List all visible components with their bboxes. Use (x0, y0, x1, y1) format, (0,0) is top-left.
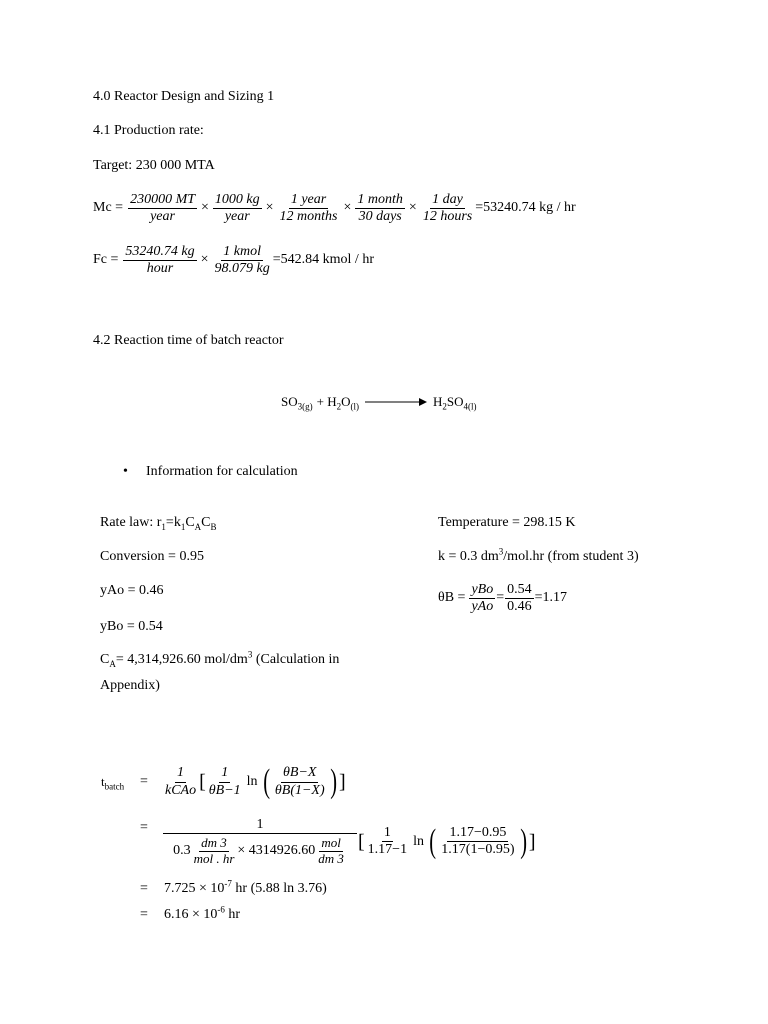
fc-result: =542.84 kmol / hr (272, 252, 374, 268)
l2-frac-3: $\frac{1.17-0.95}{1.17(1-0.95)}$ (441, 825, 515, 858)
l2-frac-1: 1 0.3 $\frac{dm 3}{\text{mol . hr}}$ × 4314926.60 $\frac{\text{mol}}{dm 3}$ (163, 817, 357, 867)
l2-frac-2: $\frac{1}{1.17-1}$ (367, 825, 408, 858)
mc-frac-4-num: 1 month (355, 192, 405, 209)
mc-frac-2-den: year (224, 209, 250, 225)
mc-frac-2-num: 1000 kg (213, 192, 262, 209)
times-symbol: × (408, 200, 417, 216)
mc-frac-1-num: 230000 MT (128, 192, 197, 209)
eq-sign-2: = (140, 820, 148, 835)
mc-frac-3 (278, 192, 340, 225)
fc-lhs: Fc = (93, 252, 119, 268)
section-title: 4.0 Reactor Design and Sizing 1 (93, 89, 275, 104)
fc-frac-1-den: hour (146, 261, 174, 277)
tbatch-line-4: $6.16 \times 10^{-6}$ hr (164, 904, 241, 922)
mc-equation (93, 192, 576, 225)
reactant-so3: $SO_{3(g)}$ (281, 394, 313, 412)
rate-law: Rate law: $r_1=k_1C_AC_B$ (100, 515, 217, 532)
bullet-icon: • (123, 464, 128, 479)
l1-frac-3: $\frac{\theta B-X}{\theta B(1-X)}$ (274, 765, 325, 798)
times-symbol: × (265, 200, 274, 216)
tbatch-line-3: $7.725 \times 10^{-7}$ hr (5.88 ln 3.76) (164, 878, 327, 896)
mc-frac-5-num: 1 day (430, 192, 465, 209)
mc-frac-3-num: 1 year (289, 192, 328, 209)
l1-frac-2: $\frac{1}{\theta B-1}$ (208, 765, 241, 798)
theta-b-equation: θB = $\frac{\text{yBo}}{\text{yAo}}$ = $\frac{0.54}{0.46}$ =1.17 (438, 582, 568, 615)
bullet-heading: Information for calculation (146, 464, 298, 479)
mc-frac-3-den: 12 months (279, 209, 338, 225)
production-rate-heading: 4.1 Production rate: (93, 123, 204, 138)
mc-frac-4 (355, 192, 405, 225)
mc-lhs: Mc = (93, 200, 124, 216)
tbatch-line-1: $\frac{1}{\text{kCAo}}$ [ $\frac{1}{\theta B-1}$ ln ( $\frac{\theta B-X}{\theta B(1-X)}$ ) ] (165, 763, 346, 800)
yao: yAo = 0.46 (100, 583, 164, 598)
times-symbol: × (201, 200, 209, 216)
mc-frac-1-den: year (150, 209, 175, 225)
target-text: Target: 230 000 MTA (93, 158, 215, 173)
theta-frac-2: $\frac{0.54}{0.46}$ (507, 582, 532, 615)
fc-frac-1 (123, 244, 196, 277)
rate-constant: k = 0.3 $dm^3/mol.hr$ (from student 3) (438, 546, 639, 564)
times-symbol: × (200, 252, 209, 268)
mc-frac-4-den: 30 days (358, 209, 402, 225)
fc-frac-1-num: 53240.74 kg (123, 244, 196, 261)
theta-lhs: θB = (438, 590, 466, 606)
tbatch-line-2: 1 0.3 $\frac{dm 3}{\text{mol . hr}}$ × 4314926.60 $\frac{\text{mol}}{dm 3}$ [ $\frac{1}{1.17-1}$ ln ( $\frac{1.17-0.95}{1.17(1-0.95)}$ ) ] (162, 817, 536, 867)
times-symbol: × (343, 200, 352, 216)
ca-note: Appendix) (100, 678, 160, 693)
mc-result: =53240.74 kg / hr (475, 200, 576, 216)
mc-frac-2 (213, 192, 262, 225)
mc-frac-1 (128, 192, 197, 225)
ybo: yBo = 0.54 (100, 619, 163, 634)
fc-frac-2-den: 98.079 kg (214, 261, 270, 277)
reaction-arrow-icon (363, 397, 429, 407)
reaction-time-heading: 4.2 Reaction time of batch reactor (93, 333, 284, 348)
ca-value: $C_A= 4,314,926.60$ mol/$dm^3$ (Calculation in (100, 649, 340, 669)
temperature: Temperature = 298.15 K (438, 515, 576, 530)
reactant-h2o: + $H_2O_{(l)}$ (316, 394, 359, 412)
fc-equation (93, 244, 374, 277)
mc-frac-5 (421, 192, 474, 225)
ln-1: ln (246, 773, 258, 789)
product-h2so4: $H_2SO_{4(l)}$ (433, 394, 477, 412)
mc-frac-5-den: 12 hours (422, 209, 473, 225)
theta-frac-1: $\frac{\text{yBo}}{\text{yAo}}$ (471, 582, 494, 615)
conversion: Conversion = 0.95 (100, 549, 204, 564)
eq-sign-1: = (140, 774, 148, 789)
ln-2: ln (413, 833, 424, 849)
reaction-equation (281, 394, 477, 410)
fc-frac-2-num: 1 kmol (221, 244, 263, 261)
eq-sign-3: = (140, 881, 148, 896)
l1-frac-1: $\frac{1}{\text{kCAo}}$ (165, 765, 197, 798)
eq-sign-4: = (140, 907, 148, 922)
fc-frac-2 (213, 244, 272, 277)
theta-result: =1.17 (534, 590, 568, 606)
tbatch-label: $t_{batch}$ (101, 774, 125, 792)
